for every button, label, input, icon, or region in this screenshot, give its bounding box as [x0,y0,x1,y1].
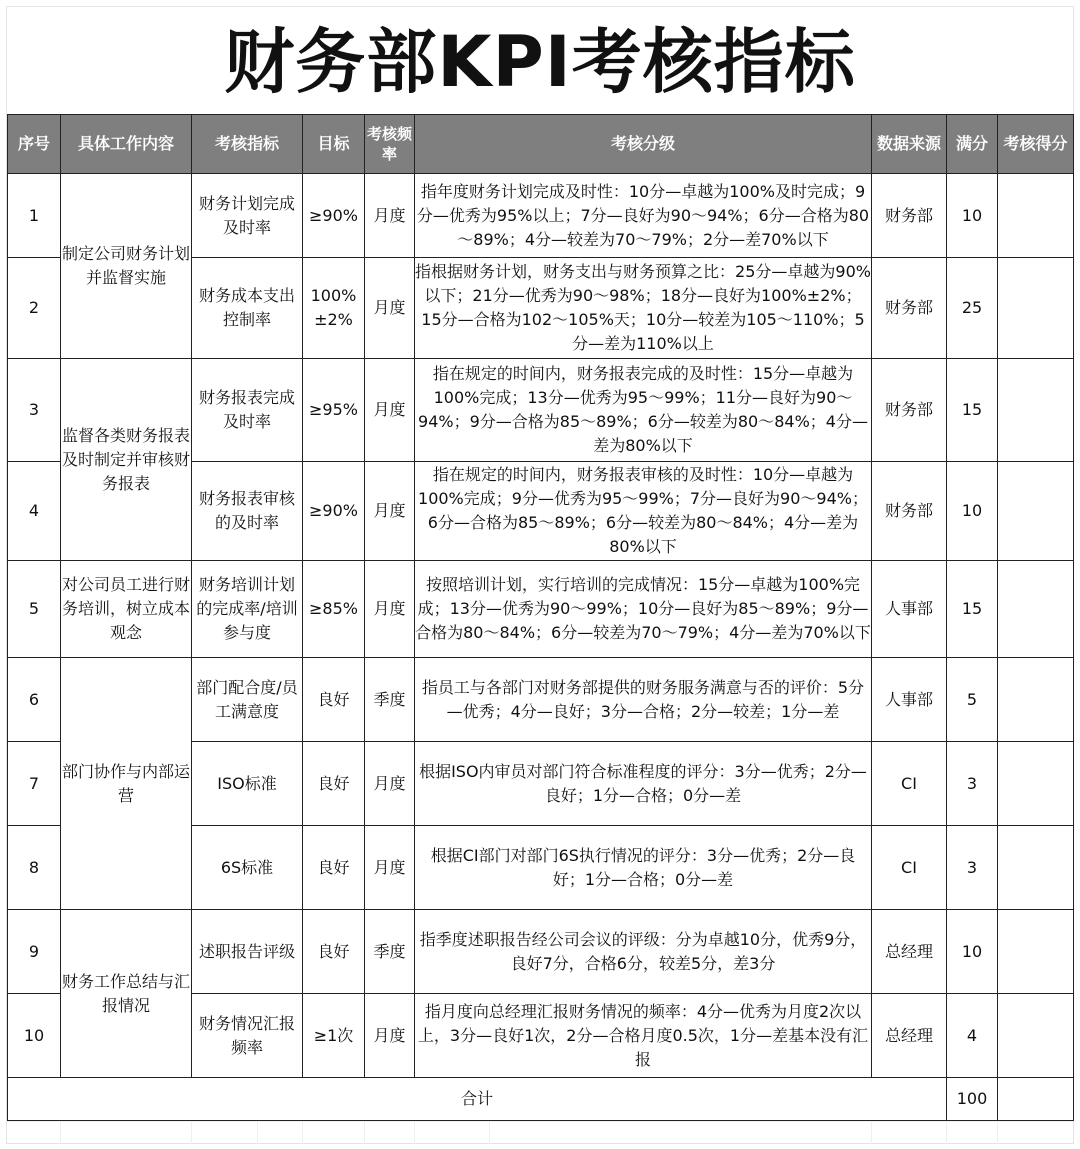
total-row [8,1078,1074,1121]
indicator-cell: ISO标准 [192,742,303,826]
source-cell: 财务部 [872,174,947,258]
kpi-table [7,114,1074,1121]
work-content-cell: 制定公司财务计划并监督实施 [61,174,192,359]
source-cell: 财务部 [872,258,947,359]
score-input-cell[interactable] [998,658,1074,742]
full-score-cell: 10 [947,910,998,994]
full-score-cell: 5 [947,658,998,742]
header-source: 数据来源 [872,115,947,174]
indicator-cell: 财务情况汇报频率 [192,994,303,1078]
row-number: 4 [8,462,61,561]
frequency-cell: 月度 [365,359,415,462]
score-input-cell[interactable] [998,359,1074,462]
target-cell: ≥90% [303,174,365,258]
source-cell: 人事部 [872,658,947,742]
row-number: 10 [8,994,61,1078]
full-score-cell: 25 [947,258,998,359]
frequency-cell: 月度 [365,994,415,1078]
full-score-cell: 15 [947,359,998,462]
grading-cell: 根据ISO内审员对部门符合标准程度的评分：3分—优秀；2分—良好；1分—合格；0分—差 [415,742,872,826]
grading-cell: 指月度向总经理汇报财务情况的频率：4分—优秀为月度2次以上，3分—良好1次，2分—合格月度0.5次，1分—差基本没有汇报 [415,994,872,1078]
table-row [8,910,1074,994]
target-cell: ≥1次 [303,994,365,1078]
row-number: 3 [8,359,61,462]
target-cell: 良好 [303,742,365,826]
indicator-cell: 财务计划完成及时率 [192,174,303,258]
work-content-cell: 对公司员工进行财务培训，树立成本观念 [61,561,192,658]
grading-cell: 指在规定的时间内，财务报表审核的及时性：10分—卓越为100%完成；9分—优秀为95～99%；7分—良好为90～94%；6分—合格为85～89%；6分—较差为80～84%；4分—差为80%以下 [415,462,872,561]
total-value: 100 [947,1078,998,1121]
header-frequency: 考核频率 [365,115,415,174]
header-no: 序号 [8,115,61,174]
row-number: 7 [8,742,61,826]
frequency-cell: 月度 [365,258,415,359]
target-cell: ≥90% [303,462,365,561]
source-cell: 财务部 [872,359,947,462]
frequency-cell: 季度 [365,910,415,994]
target-cell: 100%±2% [303,258,365,359]
grading-cell: 指在规定的时间内，财务报表完成的及时性：15分—卓越为100%完成；13分—优秀为95～99%；11分—良好为90～94%；9分—合格为85～89%；6分—较差为80～84%；4分—差为80%以下 [415,359,872,462]
grading-cell: 指季度述职报告经公司会议的评级：分为卓越10分，优秀9分，良好7分，合格6分，较差5分，差3分 [415,910,872,994]
grading-cell: 指员工与各部门对财务部提供的财务服务满意与否的评价：5分—优秀；4分—良好；3分—合格；2分—较差；1分—差 [415,658,872,742]
indicator-cell: 部门配合度/员工满意度 [192,658,303,742]
row-number: 9 [8,910,61,994]
source-cell: 总经理 [872,910,947,994]
table-row [8,561,1074,658]
full-score-cell: 3 [947,826,998,910]
indicator-cell: 财务成本支出控制率 [192,258,303,359]
grading-cell: 指根据财务计划，财务支出与财务预算之比：25分—卓越为90%以下；21分—优秀为90～98%；18分—良好为100%±2%；15分—合格为102～105%天；10分—较差为105～110%；5分—差为110%以上 [415,258,872,359]
target-cell: ≥95% [303,359,365,462]
frequency-cell: 月度 [365,561,415,658]
full-score-cell: 15 [947,561,998,658]
target-cell: 良好 [303,826,365,910]
target-cell: 良好 [303,658,365,742]
table-row [8,658,1074,742]
header-content: 具体工作内容 [61,115,192,174]
frequency-cell: 季度 [365,658,415,742]
target-cell: ≥85% [303,561,365,658]
header-indicator: 考核指标 [192,115,303,174]
frequency-cell: 月度 [365,174,415,258]
source-cell: CI [872,826,947,910]
row-number: 1 [8,174,61,258]
work-content-cell: 部门协作与内部运营 [61,658,192,910]
source-cell: 总经理 [872,994,947,1078]
frequency-cell: 月度 [365,826,415,910]
grading-cell: 指年度财务计划完成及时性：10分—卓越为100%及时完成；9分—优秀为95%以上；7分—良好为90～94%；6分—合格为80～89%；4分—较差为70～79%；2分—差70%以下 [415,174,872,258]
indicator-cell: 述职报告评级 [192,910,303,994]
indicator-cell: 财务报表完成及时率 [192,359,303,462]
row-number: 6 [8,658,61,742]
indicator-cell: 财务报表审核的及时率 [192,462,303,561]
header-full-score: 满分 [947,115,998,174]
row-number: 2 [8,258,61,359]
score-input-cell[interactable] [998,258,1074,359]
work-content-cell: 监督各类财务报表及时制定并审核财务报表 [61,359,192,561]
grading-cell: 按照培训计划，实行培训的完成情况：15分—卓越为100%完成；13分—优秀为90～99%；10分—良好为85～89%；9分—合格为80～84%；6分—较差为70～79%；4分—差为70%以下 [415,561,872,658]
full-score-cell: 10 [947,462,998,561]
source-cell: 财务部 [872,462,947,561]
score-input-cell[interactable] [998,826,1074,910]
score-input-cell[interactable] [998,561,1074,658]
header-target: 目标 [303,115,365,174]
table-row [8,174,1074,258]
score-input-cell[interactable] [998,994,1074,1078]
target-cell: 良好 [303,910,365,994]
source-cell: CI [872,742,947,826]
header-score: 考核得分 [998,115,1074,174]
frequency-cell: 月度 [365,742,415,826]
full-score-cell: 4 [947,994,998,1078]
score-input-cell[interactable] [998,910,1074,994]
work-content-cell: 财务工作总结与汇报情况 [61,910,192,1078]
score-input-cell[interactable] [998,742,1074,826]
row-number: 5 [8,561,61,658]
page-title: 财务部KPI考核指标 [224,21,856,103]
indicator-cell: 财务培训计划的完成率/培训参与度 [192,561,303,658]
score-input-cell[interactable] [998,174,1074,258]
source-cell: 人事部 [872,561,947,658]
frequency-cell: 月度 [365,462,415,561]
total-label: 合计 [8,1078,947,1121]
grading-cell: 根据CI部门对部门6S执行情况的评分：3分—优秀；2分—良好；1分—合格；0分—差 [415,826,872,910]
score-input-cell[interactable] [998,462,1074,561]
total-score-cell[interactable] [998,1078,1074,1121]
header-grading: 考核分级 [415,115,872,174]
header-row [8,115,1074,174]
faint-gridlines [7,1121,1073,1144]
indicator-cell: 6S标准 [192,826,303,910]
row-number: 8 [8,826,61,910]
table-row [8,359,1074,462]
full-score-cell: 10 [947,174,998,258]
full-score-cell: 3 [947,742,998,826]
